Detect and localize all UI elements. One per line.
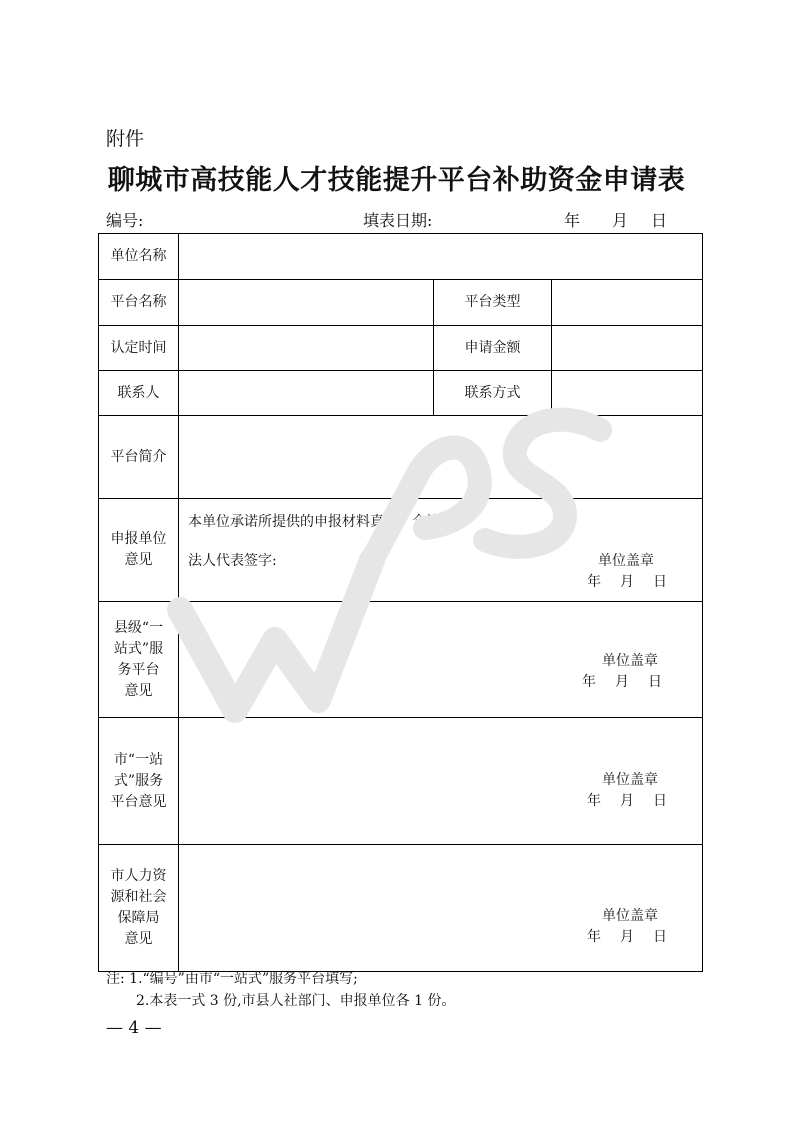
platform-name-field[interactable] [179,280,434,326]
label-line: 意见 [124,552,153,568]
number-label: 编号: [106,211,144,230]
attachment-label: 附件 [106,128,145,150]
date-day: 日 [653,929,667,945]
row-intro [99,416,703,499]
hr-opinion-label [99,845,179,972]
row-unit-name [99,234,703,280]
hr-opinion-field[interactable] [179,845,703,972]
row-platform [99,280,703,326]
fill-date-day: 日 [651,211,668,230]
label-line: 市“一站 [113,751,164,768]
row-contact [99,371,703,416]
platform-type-field[interactable] [552,280,703,326]
apply-amount-field[interactable] [552,326,703,371]
platform-name-label: 平台名称 [99,280,179,326]
label-line: 意见 [124,682,153,699]
label-line: 县级“一 [113,619,164,636]
unit-name-label: 单位名称 [99,234,179,280]
label-line: 申报单位 [110,531,167,547]
date-day: 日 [653,574,667,590]
page-number: — 4 — [106,1018,162,1038]
fill-date-label: 填表日期: [363,211,433,230]
label-line: 保障局 [117,910,160,926]
row-cert [99,326,703,371]
label-line: 式”服务 [113,772,164,789]
contact-method-field[interactable] [552,371,703,416]
label-line: 务平台 [117,661,160,678]
date-year: 年 [587,929,601,945]
page-title: 聊城市高技能人才技能提升平台补助资金申请表 [107,165,686,196]
fill-date-month: 月 [612,211,629,230]
row-applicant-opinion [99,499,703,602]
county-opinion-field[interactable] [179,602,703,718]
city-opinion-field[interactable] [179,718,703,845]
note-line-2: 2.本表一式 3 份,市县人社部门、申报单位各 1 份。 [136,993,456,1009]
unit-name-field[interactable] [179,234,703,280]
application-form-table [98,233,703,972]
platform-type-label: 平台类型 [434,280,552,326]
date-month: 月 [620,574,634,590]
note-line-1: 注: 1.“编号”由市“一站式”服务平台填写; [106,971,358,987]
row-county-opinion [99,602,703,718]
label-line: 平台意见 [110,793,167,810]
fill-date-year: 年 [564,211,581,230]
label-line: 意见 [124,931,153,947]
unit-stamp-label: 单位盖章 [598,553,654,569]
signature-label: 法人代表签字: [188,553,277,569]
city-opinion-label [99,718,179,845]
date-month: 月 [620,793,634,809]
promise-text: 本单位承诺所提供的申报材料真实、合法。 [188,514,454,530]
intro-field[interactable] [179,416,703,499]
row-city-opinion [99,718,703,845]
applicant-opinion-label [99,499,179,602]
contact-method-label: 联系方式 [434,371,552,416]
unit-stamp-label: 单位盖章 [602,908,658,924]
date-month: 月 [615,674,629,690]
date-month: 月 [620,929,634,945]
intro-label: 平台简介 [99,416,179,499]
contact-label: 联系人 [99,371,179,416]
cert-time-field[interactable] [179,326,434,371]
date-day: 日 [648,674,662,690]
row-hr-opinion [99,845,703,972]
cert-time-label: 认定时间 [99,326,179,371]
apply-amount-label: 申请金额 [434,326,552,371]
county-opinion-label [99,602,179,718]
date-year: 年 [587,793,601,809]
label-line: 市人力资 [110,868,167,884]
date-year: 年 [582,674,596,690]
contact-field[interactable] [179,371,434,416]
label-line: 站式”服 [113,640,164,657]
date-year: 年 [587,574,601,590]
unit-stamp-label: 单位盖章 [602,772,658,788]
date-day: 日 [653,793,667,809]
label-line: 源和社会 [110,889,167,905]
unit-stamp-label: 单位盖章 [602,653,658,669]
applicant-opinion-field[interactable] [179,499,703,602]
